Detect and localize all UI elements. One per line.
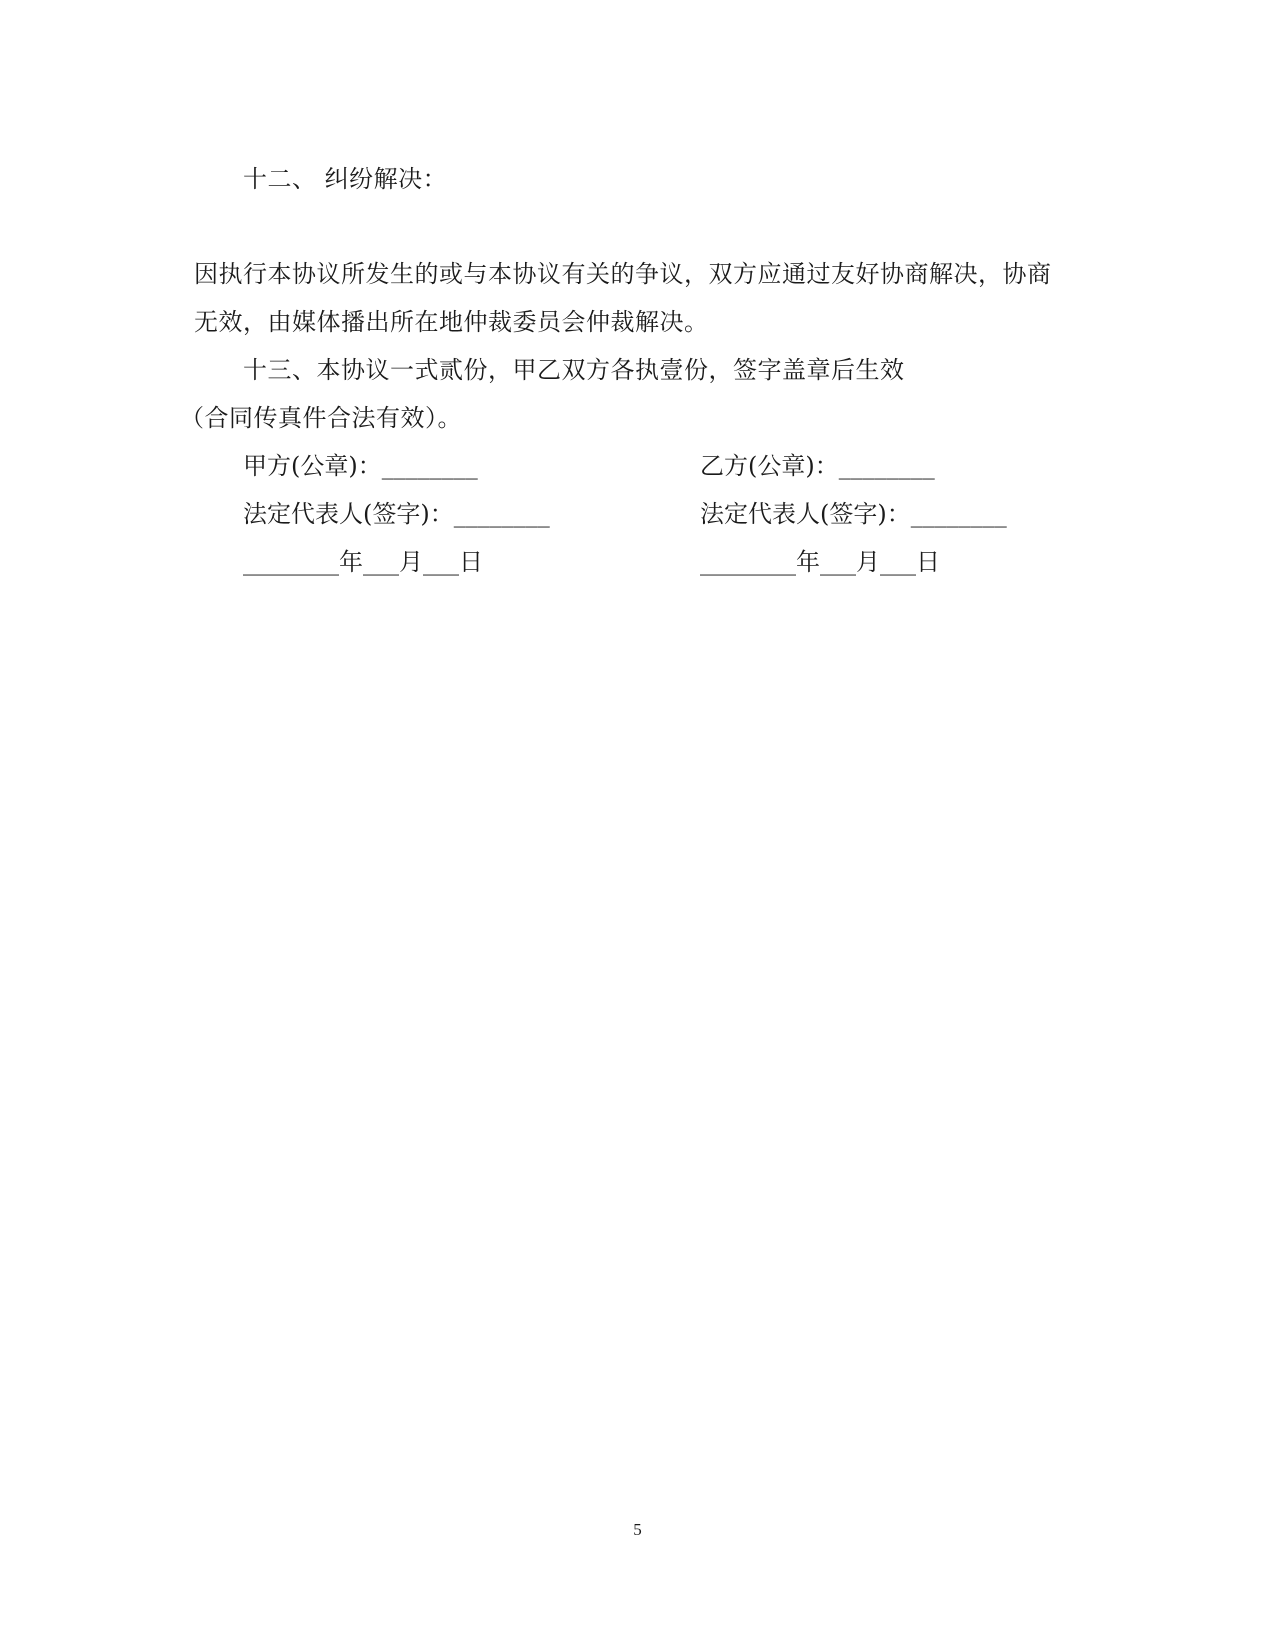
party-a-seal: 甲方(公章)：________	[243, 452, 478, 480]
page-number: 5	[633, 1520, 642, 1539]
section-12-body-line-2: 无效，由媒体播出所在地仲裁委员会仲裁解决。	[194, 308, 709, 336]
section-13-line-2: （合同传真件合法有效）。	[180, 404, 462, 432]
party-b-seal: 乙方(公章)：________	[700, 452, 935, 480]
section-12-body-line-1: 因执行本协议所发生的或与本协议有关的争议，双方应通过友好协商解决，协商	[194, 260, 1052, 288]
section-12-heading: 十二、 纠纷解决：	[243, 165, 448, 193]
party-a-date: ________年___月___日	[243, 548, 483, 576]
party-b-representative: 法定代表人(签字)：________	[700, 500, 1007, 528]
section-13-line-1: 十三、本协议一式贰份，甲乙双方各执壹份，签字盖章后生效	[243, 356, 905, 384]
party-a-representative: 法定代表人(签字)：________	[243, 500, 550, 528]
party-b-date: ________年___月___日	[700, 548, 940, 576]
